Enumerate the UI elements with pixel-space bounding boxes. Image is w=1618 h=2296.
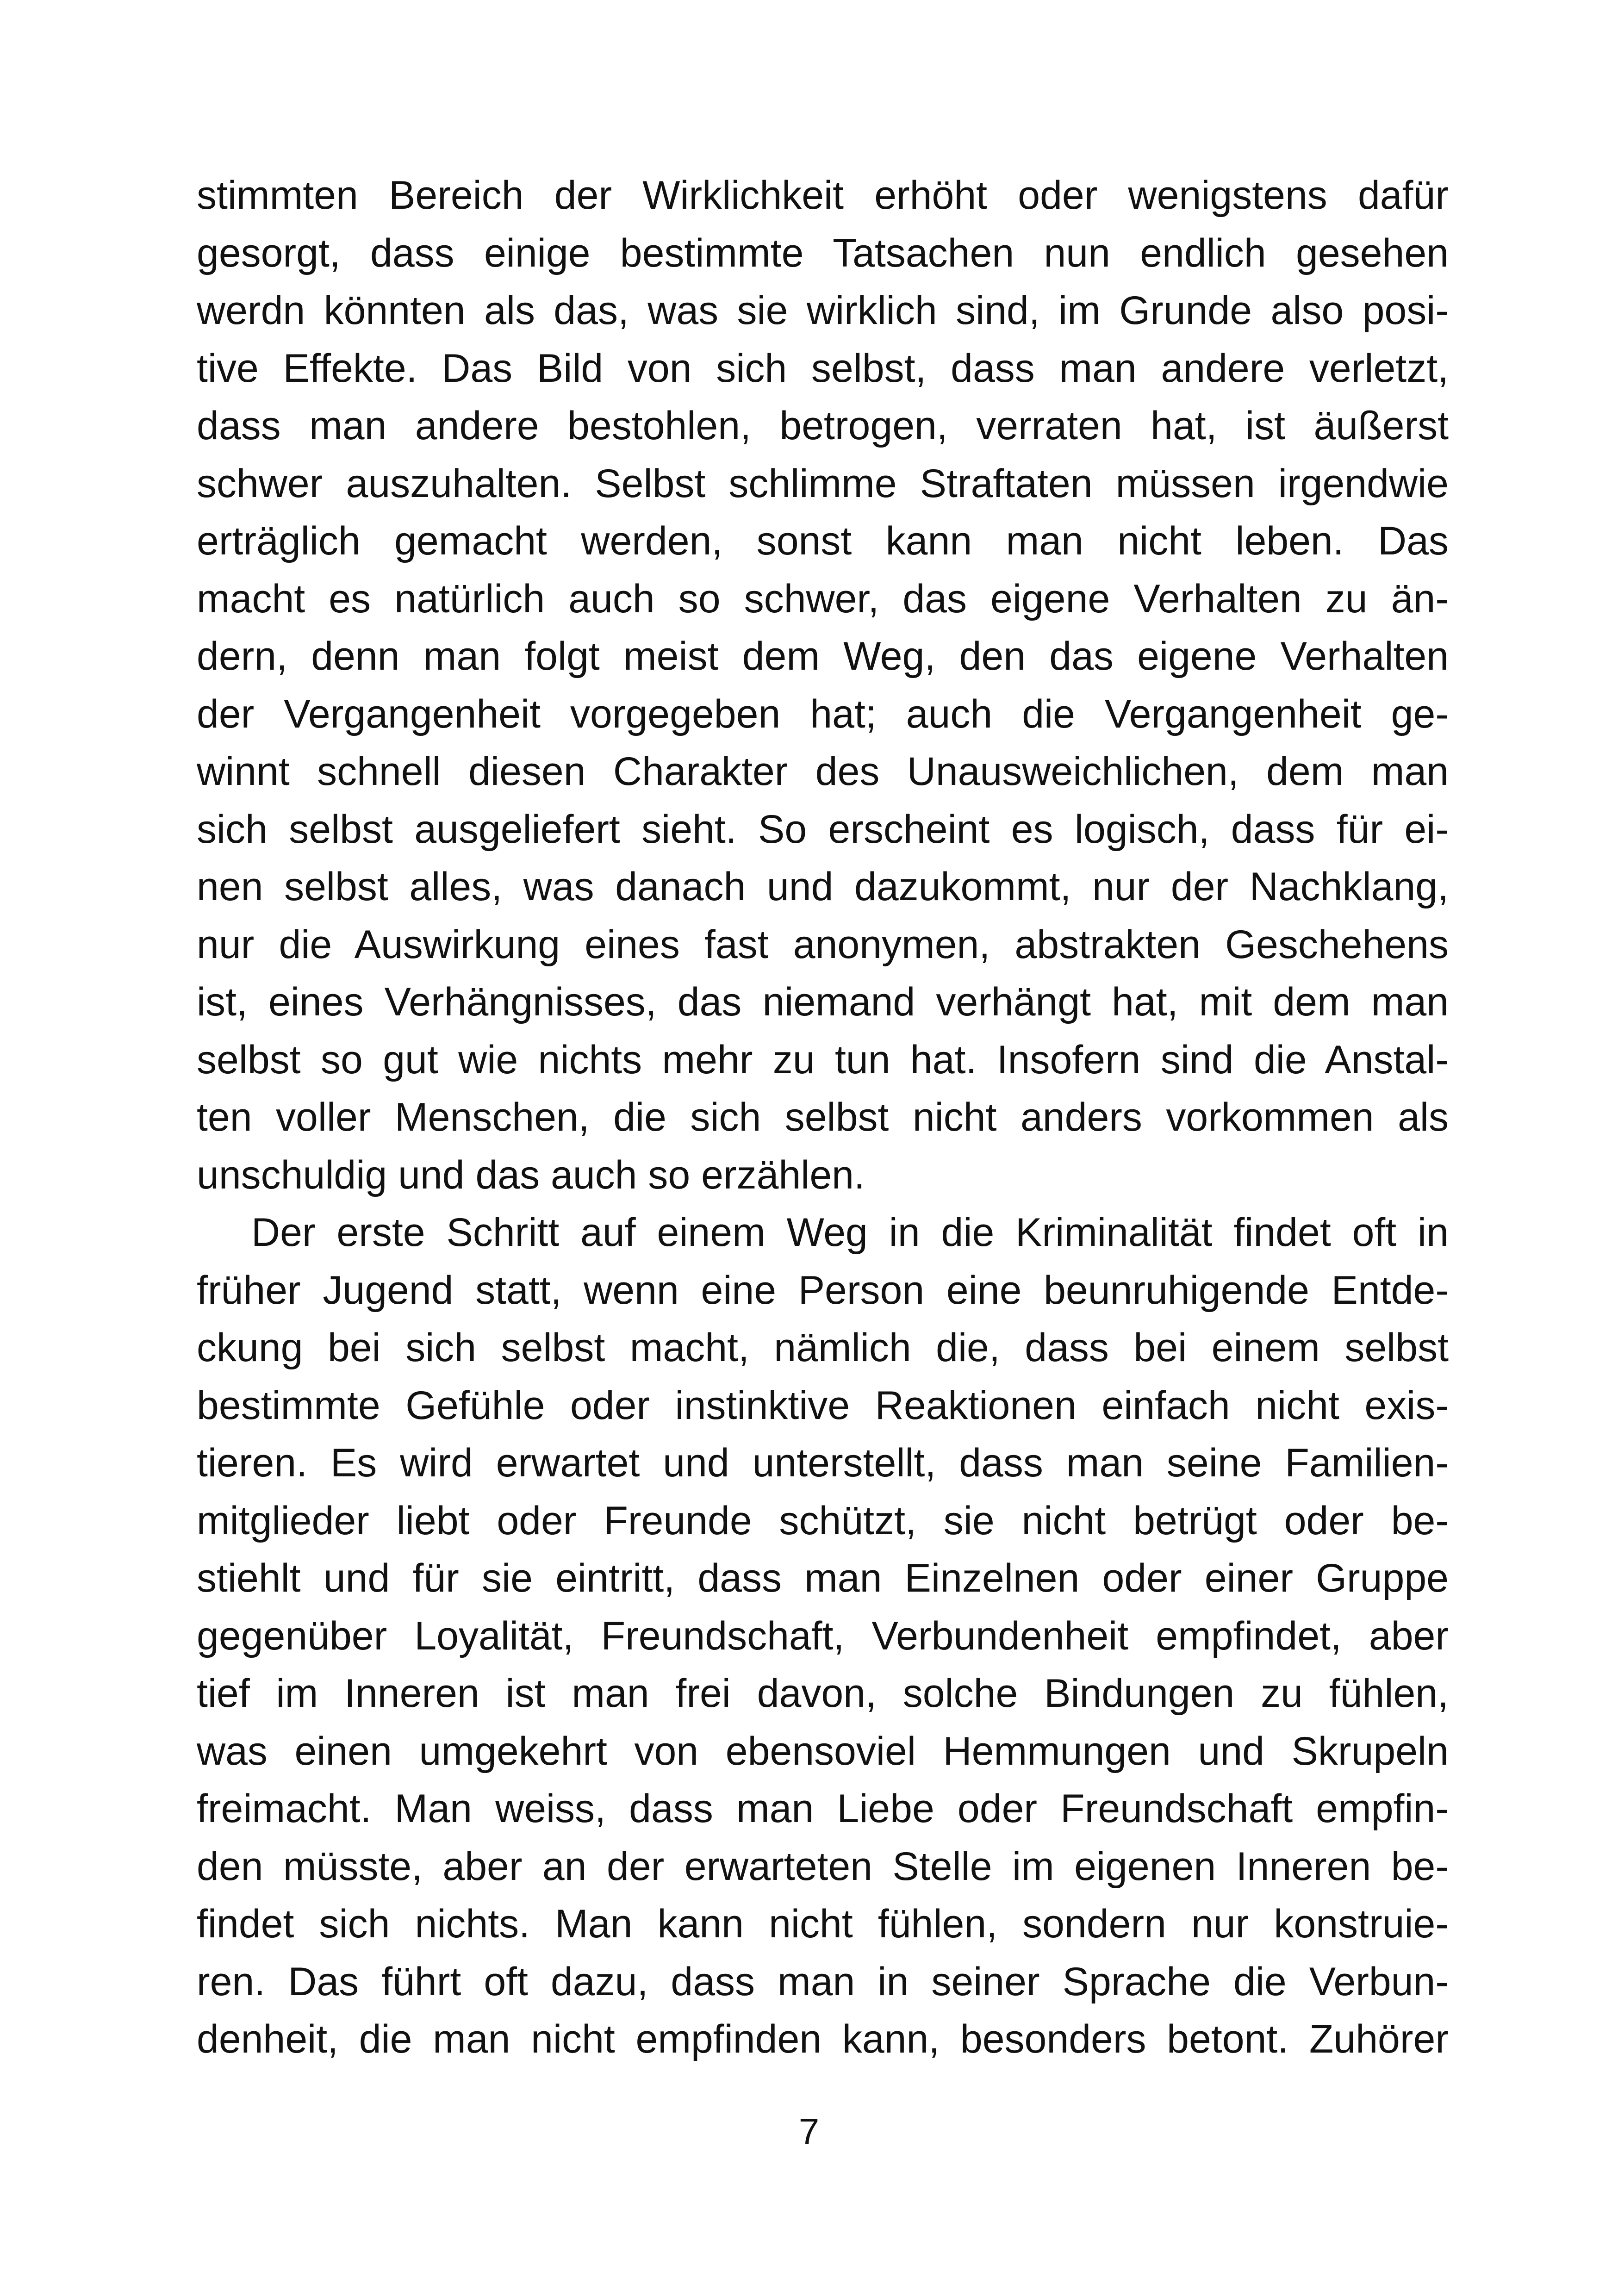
text-line: werdn könnten als das, was sie wirklich sind, im Grunde also posi- [197,288,1449,333]
text-line: freimacht. Man weiss, dass man Liebe oder Freundschaft empfin- [197,1786,1449,1831]
text-line: ckung bei sich selbst macht, nämlich die, dass bei einem selbst [197,1325,1449,1370]
text-line: denheit, die man nicht empfinden kann, besonders betont. Zuhörer [197,2017,1449,2061]
text-line: ten voller Menschen, die sich selbst nicht anders vorkommen als [197,1095,1449,1139]
text-line: nur die Auswirkung eines fast anonymen, abstrakten Geschehens [197,922,1449,967]
text-line: gegenüber Loyalität, Freundschaft, Verbundenheit empfindet, aber [197,1613,1449,1658]
text-line: dern, denn man folgt meist dem Weg, den das eigene Verhalten [197,634,1449,678]
body-text [197,167,1449,2068]
text-line: unschuldig und das auch so erzählen. [197,1152,865,1197]
page-number: 7 [798,2111,820,2152]
text-line: schwer auszuhalten. Selbst schlimme Straftaten müssen irgendwie [197,461,1449,506]
text-line: macht es natürlich auch so schwer, das eigene Verhalten zu än- [197,576,1449,621]
text-line: tieren. Es wird erwartet und unterstellt, dass man seine Familien- [197,1441,1449,1485]
text-line: findet sich nichts. Man kann nicht fühlen, sondern nur konstruie- [197,1902,1449,1946]
text-line: stimmten Bereich der Wirklichkeit erhöht oder wenigstens dafür [197,173,1449,218]
text-line: tief im Inneren ist man frei davon, solche Bindungen zu fühlen, [197,1671,1449,1716]
text-line: erträglich gemacht werden, sonst kann man nicht leben. Das [197,519,1449,563]
text-line: stiehlt und für sie eintritt, dass man Einzelnen oder einer Gruppe [197,1556,1449,1600]
text-line: sich selbst ausgeliefert sieht. So erscheint es logisch, dass für ei- [197,807,1449,852]
text-line: winnt schnell diesen Charakter des Unausweichlichen, dem man [197,749,1449,794]
text-line: mitglieder liebt oder Freunde schützt, sie nicht betrügt oder be- [197,1498,1449,1543]
text-line: tive Effekte. Das Bild von sich selbst, dass man andere verletzt, [197,346,1449,391]
text-line: gesorgt, dass einige bestimmte Tatsachen nun endlich gesehen [197,230,1449,275]
text-line: Der erste Schritt auf einem Weg in die Kriminalität findet oft in [251,1210,1449,1255]
text-line: ren. Das führt oft dazu, dass man in seiner Sprache die Verbun- [197,1959,1449,2004]
text-line: nen selbst alles, was danach und dazukommt, nur der Nachklang, [197,865,1449,909]
text-line: den müsste, aber an der erwarteten Stelle im eigenen Inneren be- [197,1844,1449,1889]
text-line: selbst so gut wie nichts mehr zu tun hat. Insofern sind die Anstal- [197,1037,1449,1082]
text-line: ist, eines Verhängnisses, das niemand verhängt hat, mit dem man [197,980,1449,1024]
text-line: was einen umgekehrt von ebensoviel Hemmungen und Skrupeln [197,1729,1449,1773]
text-line: der Vergangenheit vorgegeben hat; auch die Vergangenheit ge- [197,691,1449,736]
text-line: dass man andere bestohlen, betrogen, verraten hat, ist äußerst [197,404,1449,448]
text-line: früher Jugend statt, wenn eine Person eine beunruhigende Entde- [197,1268,1449,1313]
text-line: bestimmte Gefühle oder instinktive Reaktionen einfach nicht exis- [197,1383,1449,1428]
